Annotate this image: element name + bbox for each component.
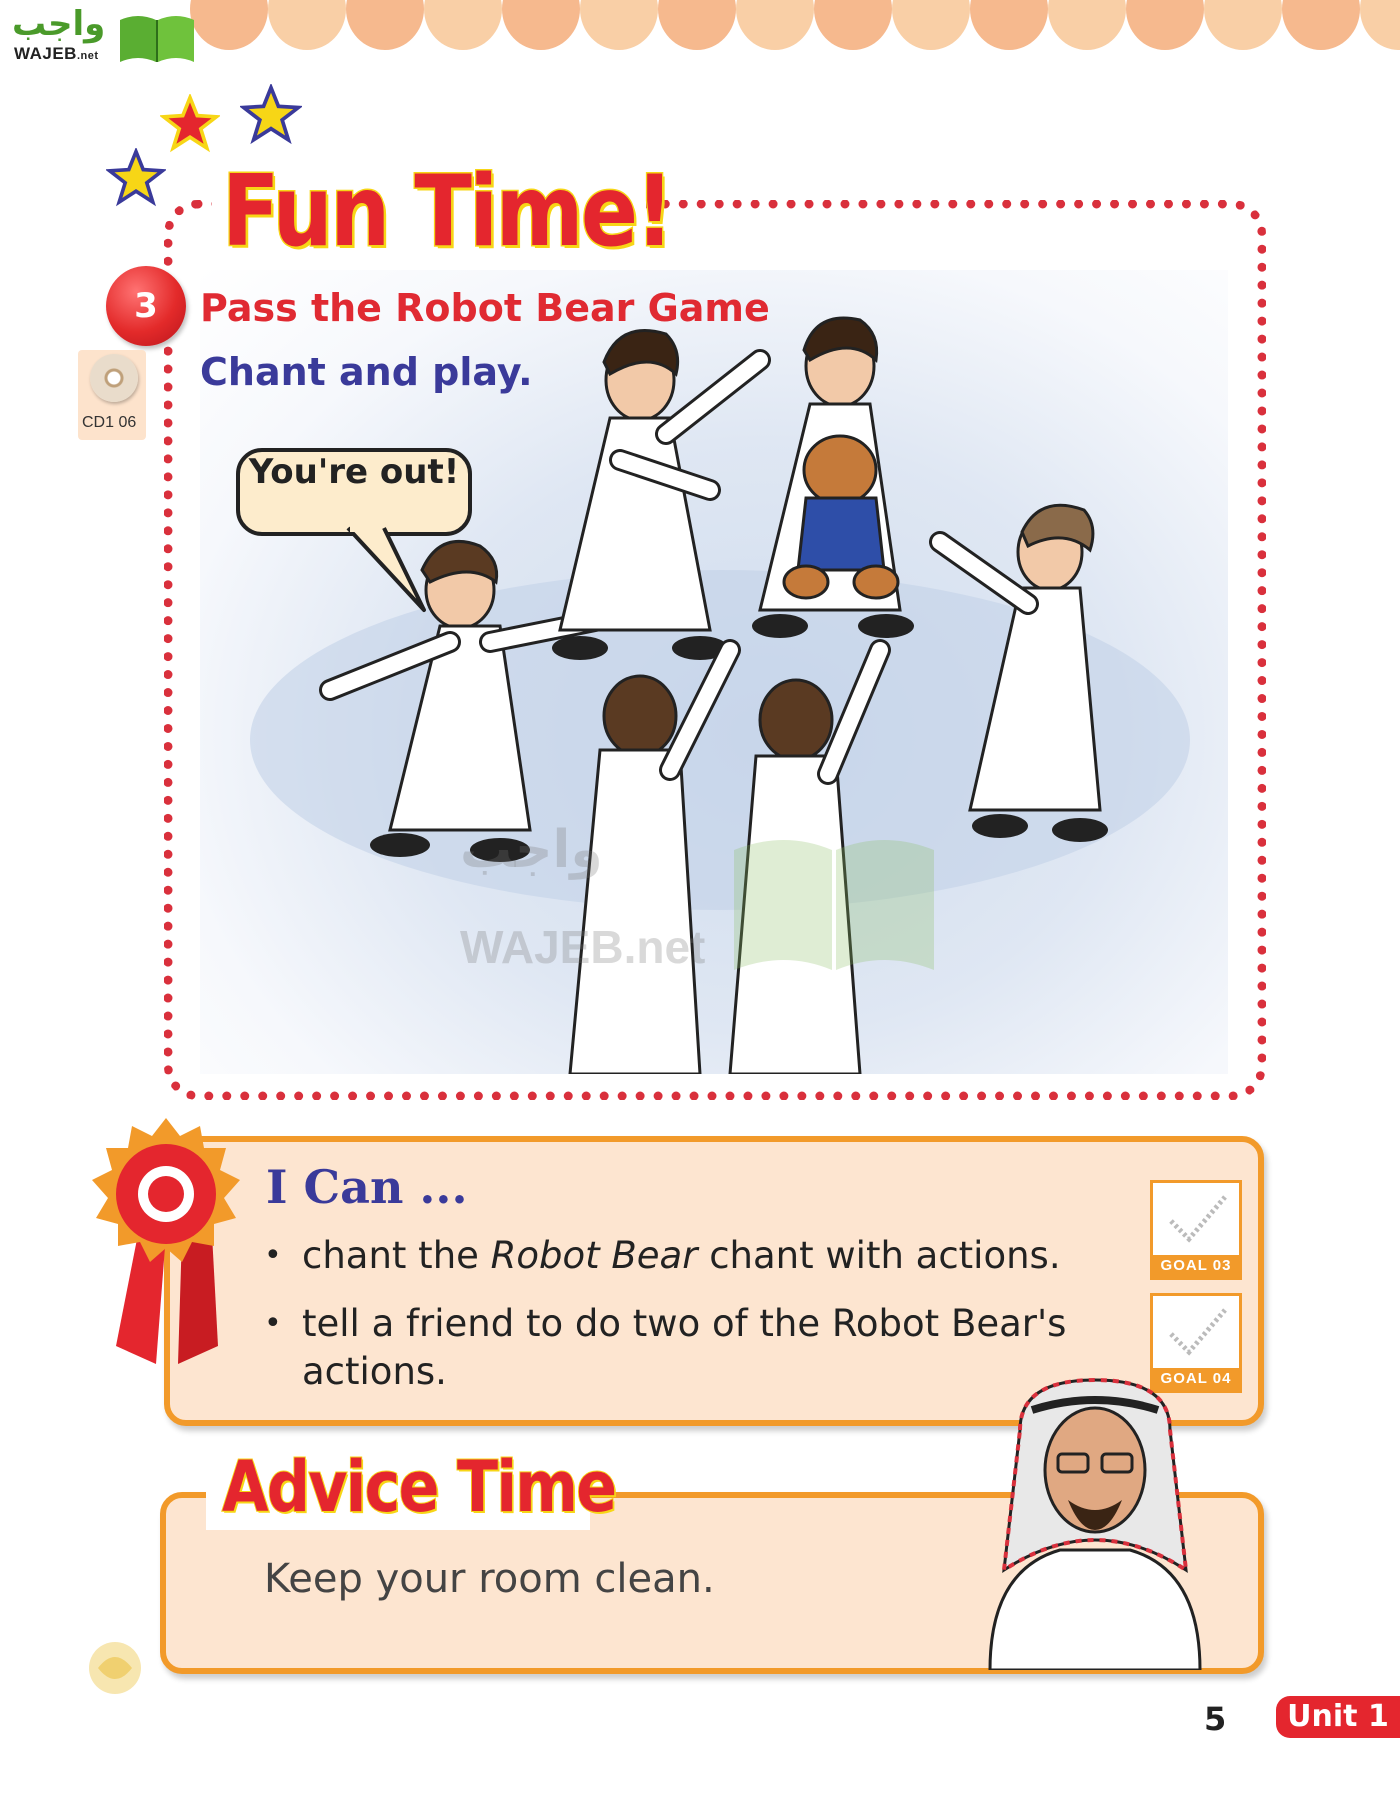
scallop-shape bbox=[1126, 0, 1204, 50]
activity-instruction: Chant and play. bbox=[200, 350, 533, 394]
advice-text: Keep your room clean. bbox=[264, 1556, 715, 1602]
advice-time-title: Advice Time bbox=[222, 1446, 616, 1528]
teacher-illustration bbox=[950, 1370, 1240, 1670]
scalloped-border bbox=[0, 0, 1400, 60]
watermark-latin: WAJEB.net bbox=[460, 921, 706, 973]
scallop-shape bbox=[424, 0, 502, 50]
scallop-shape bbox=[268, 0, 346, 50]
ministry-logo-icon bbox=[84, 1626, 146, 1698]
bullet-icon: • bbox=[264, 1306, 282, 1341]
wajeb-logo[interactable] bbox=[8, 4, 208, 66]
award-rosette-icon bbox=[86, 1114, 246, 1374]
watermark-arabic: واجب bbox=[460, 820, 603, 880]
scallop-shape bbox=[1204, 0, 1282, 50]
goal-label: GOAL 03 bbox=[1153, 1255, 1239, 1277]
speech-bubble-tail bbox=[344, 526, 434, 616]
checkmark-icon bbox=[1165, 1304, 1231, 1360]
scallop-shape bbox=[346, 0, 424, 50]
logo-latin-text: WAJEB.net bbox=[14, 44, 99, 63]
star-icon bbox=[240, 84, 302, 146]
goal-checkbox[interactable] bbox=[1150, 1180, 1242, 1280]
audio-track-badge[interactable] bbox=[78, 350, 146, 440]
cd-icon bbox=[90, 354, 138, 402]
cd-track-label: CD1 06 bbox=[82, 414, 137, 431]
bullet-icon: • bbox=[264, 1238, 282, 1273]
goal-label: GOAL 04 bbox=[1153, 1368, 1239, 1390]
scallop-shape bbox=[502, 0, 580, 50]
watermark-book-icon bbox=[724, 830, 944, 980]
activity-number-badge: 3 bbox=[106, 266, 186, 346]
scallop-shape bbox=[970, 0, 1048, 50]
book-icon bbox=[116, 10, 198, 66]
page-number: 5 bbox=[1204, 1700, 1227, 1738]
scallop-shape bbox=[736, 0, 814, 50]
star-icon bbox=[160, 94, 220, 154]
unit-tab[interactable]: Unit 1 bbox=[1276, 1696, 1400, 1738]
logo-arabic-text: واجب bbox=[12, 4, 106, 44]
fun-time-title: Fun Time! bbox=[222, 155, 672, 269]
activity-title: Pass the Robot Bear Game bbox=[200, 286, 770, 330]
i-can-title: I Can ... bbox=[266, 1160, 468, 1214]
scallop-shape bbox=[892, 0, 970, 50]
scallop-shape bbox=[1048, 0, 1126, 50]
scallop-shape bbox=[658, 0, 736, 50]
speech-bubble: You're out! bbox=[236, 448, 472, 536]
scallop-shape bbox=[580, 0, 658, 50]
checkmark-icon bbox=[1165, 1191, 1231, 1247]
star-icon bbox=[106, 148, 166, 208]
scallop-shape bbox=[814, 0, 892, 50]
scallop-shape bbox=[1360, 0, 1400, 50]
scallop-shape bbox=[1282, 0, 1360, 50]
